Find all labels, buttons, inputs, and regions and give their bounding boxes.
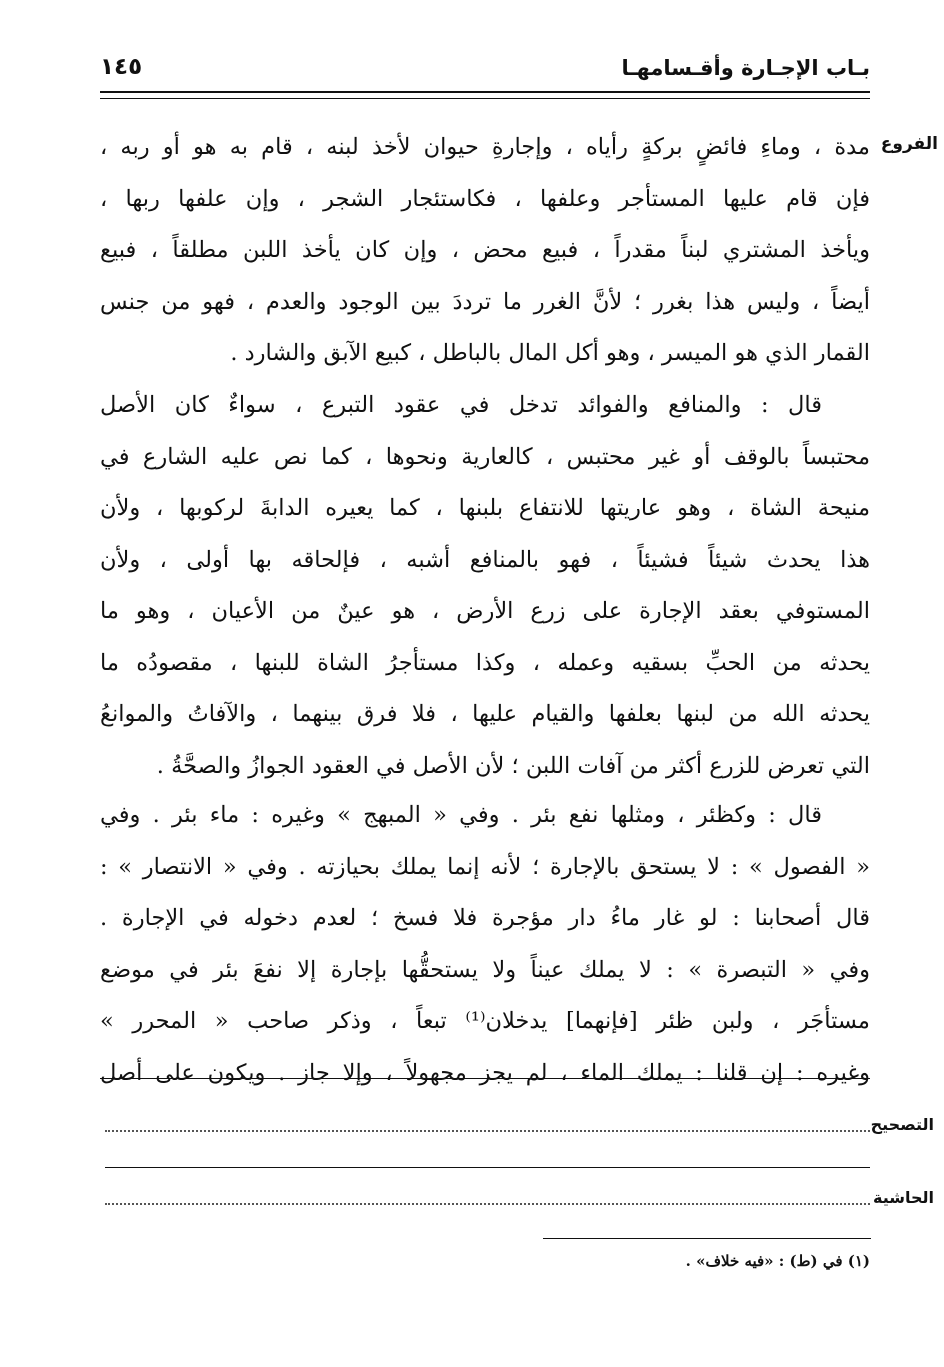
page-header [100, 50, 870, 90]
text-line: قال : وكظئر ، ومثلها نفع بئر . وفي « المبهج » وغيره : ماء بئر . وفي [100, 802, 822, 828]
text-line: المستوفي بعقد الإجارة على زرع الأرض ، هو عينٌ من الأعيان ، وهو ما [100, 598, 870, 624]
text-line: القمار الذي هو الميسر ، وهو أكل المال بالباطل ، كبيع الآبق والشارد . [230, 340, 870, 366]
text-line: مستأجَر ، ولبن ظئر [فإنهما] يدخلان⁽¹⁾ تبعاً ، وذكر صاحب « المحرر » [100, 1008, 870, 1034]
page-number: ١٤٥ [100, 54, 143, 80]
text-line: ويأخذ المشتري لبناً مقدراً ، فبيع محض ، وإن كان يأخذ اللبن مطلقاً ، فبيع [100, 237, 870, 263]
section-divider [105, 1167, 870, 1168]
margin-label-furu: الفروع [880, 134, 938, 154]
text-line: يحدثه الله من لبنها بعلفها والقيام عليها ، فلا فرق بينهما ، والآفاتُ والموانعُ [100, 701, 870, 727]
text-line: قال : والمنافع والفوائد تدخل في عقود التبرع ، سواءٌ كان الأصل [100, 392, 822, 418]
text-line: يحدثه من الحبِّ بسقيه وعمله ، وكذا مستأجرُ الشاة للبنها ، مقصودُه ما [100, 649, 870, 676]
text-line: منيحة الشاة ، وهو عاريتها للانتفاع بلبنها ، كما يعيره الدابةَ لركوبها ، ولأن [100, 495, 870, 521]
correction-field[interactable] [105, 1130, 870, 1132]
paragraph-2 [100, 380, 870, 792]
text-line: وغيره : إن قلنا : يملك الماء ، لم يجز مجهولاً ، وإلا جاز . ويكون على أصل [100, 1059, 870, 1086]
text-line: محتبساً بالوقف أو غير محتبس ، كالعارية ونحوها ، كما نص عليه الشارع في [100, 443, 870, 470]
paragraph-1 [100, 122, 870, 380]
header-rule [100, 91, 870, 99]
text-line: قال أصحابنا : لو غار ماءُ دار مؤجرة فلا فسخ ؛ لعدم دخوله في الإجارة . [100, 905, 870, 931]
text-line: التي تعرض للزرع أكثر من آفات اللبن ؛ لأن الأصل في العقود الجوازُ والصحَّةُ . [156, 752, 870, 779]
annotation-label: الحاشية [873, 1188, 934, 1207]
paragraph-3 [100, 790, 870, 1099]
chapter-title: بـاب الإجـارة وأقـسامهـا [621, 56, 870, 80]
text-line: مدة ، وماءِ فائضٍ بركةٍ رأياه ، وإجارةِ حيوان لأخذ لبنه ، قام به هو أو ربه ، [100, 134, 870, 160]
text-line: فإن قام عليها المستأجر وعلفها ، فكاستئجار الشجر ، وإن علفها ربها ، [100, 185, 870, 212]
text-line: « الفصول » : لا يستحق بالإجارة ؛ لأنه إنما يملك بحيازته . وفي « الانتصار » : [100, 853, 870, 880]
footnote-rule [543, 1238, 871, 1239]
footnote: (١) في (ط) : «فيه خلاف» . [685, 1252, 870, 1270]
text-line: أيضاً ، وليس هذا بغرر ؛ لأنَّ الغرر ما ترددَ بين الوجود والعدم ، فهو من جنس [100, 288, 870, 315]
correction-label: التصحيح [870, 1115, 934, 1134]
text-end-rule [100, 1078, 870, 1079]
text-line: هذا يحدث شيئاً فشيئاً ، فهو بالمنافع أشبه ، فإلحاقه بها أولى ، ولأن [100, 546, 870, 573]
text-line: وفي « التبصرة » : لا يملك عيناً ولا يستحقُّها بإجارة إلا نفعَ بئر في موضع [100, 956, 870, 983]
annotation-field[interactable] [105, 1203, 870, 1205]
